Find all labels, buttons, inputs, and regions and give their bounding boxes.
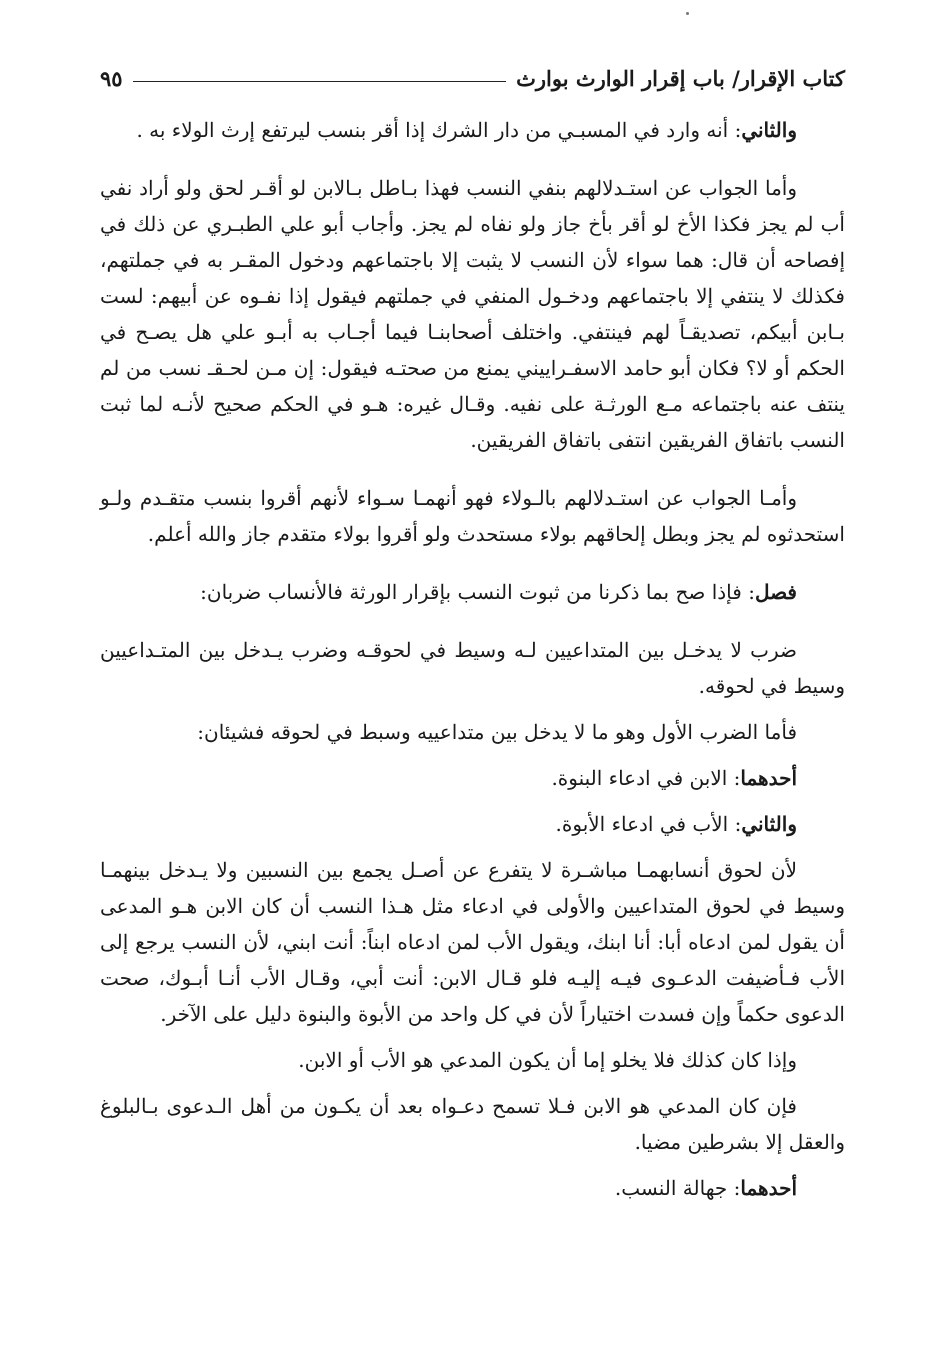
paragraph-7 — [100, 760, 845, 796]
header-rule — [133, 81, 507, 82]
paragraph-text: : أنه وارد في المسبـي من دار الشرك إذا أقر بنسب ليرتفع إرث الولاء به . — [136, 118, 742, 142]
paragraph-12 — [100, 1170, 845, 1206]
paragraph-text: فإن كان المدعي هو الابن فـلا تسمح دعـواه بعد أن يكـون من أهل الـدعوى بـالبلوغ والعقل إلا بشرطين مضيا. — [100, 1094, 845, 1154]
paragraph-6 — [100, 714, 845, 750]
paragraph-11 — [100, 1088, 845, 1160]
paragraph-8 — [100, 806, 845, 842]
running-header — [100, 58, 845, 98]
paragraph-text: لأن لحوق أنسابهمـا مباشـرة لا يتفرع عن أصـل يجمع بين النسبين ولا يـدخل بينهمـا وسيط في لحوق المتداعيين والأولى في ادعاء مثل هـذا النسب أن كان الابن هـو المدعى أن يقول لمن ادعاه أبا: أنا ابنك، ويقول الأب لمن ادعاه ابناً: أنت ابني، لأن النسب يرجع إلى الأب فـأضيفت الدعـوى فيـه إليـه فلو قـال الابن: أنت أبي، وقـال الأب أنـا أبـوك، صحت الدعوى حكماً وإن فسدت اختياراً لأن في كل واحد من الأبوة والبنوة دليل على الآخر. — [100, 858, 845, 1026]
page-body — [100, 112, 845, 1216]
paragraph-text: وأما الجواب عن استـدلالهم بنفي النسب فهذا بـاطل بـالابن لو أقـر لحق ولو أراد نفي أب لم يجز فكذا الأخ لو أقر بأخ جاز ولو نفاه لم يجز. وأجاب أبو علي الطبـري عن ذلك في إفصاحه أن قال: هما سواء لأن النسب لا يثبت إلا باجتماعهم ودخول المقـر به في جملتهم، فكذلك لا ينتفي إلا باجتماعهم ودخـول المنفي في جملتهم فيقول إذا نفـوه عن أبيهم: لست بـابن أبيكم، تصديقـاً لهم فينتفي. واختلف أصحابنـا فيما أجـاب به أبـو علي هل يصـح في الحكم أو لا؟ فكان أبو حامد الاسفـراييني يمنع من صحتـه فيقول: إن مـن لحـقـ نسب من لم ينتف عنه باجتماعه مـع الورثـة على نفيه. وقـال غيره: هـو في الحكم صحيح لأنـه لما ثبت النسب باتفاق الفريقين انتفى باتفاق الفريقين. — [100, 176, 845, 452]
paragraph-text: ضرب لا يدخـل بين المتداعيين لـه وسيط في لحوقـه وضرب يـدخل بين المتـداعيين وسيط في لحوقه. — [100, 638, 845, 698]
paragraph-lead: والثاني — [741, 118, 797, 142]
paragraph-4 — [100, 574, 845, 610]
paragraph-2 — [100, 170, 845, 458]
paragraph-3 — [100, 480, 845, 552]
paragraph-text: : جهالة النسب. — [614, 1176, 741, 1200]
paragraph-text: : الأب في ادعاء الأبوة. — [555, 812, 742, 836]
paragraph-text: : الابن في ادعاء البنوة. — [551, 766, 741, 790]
paragraph-lead: والثاني — [741, 812, 797, 836]
paragraph-9 — [100, 852, 845, 1032]
paragraph-text: وإذا كان كذلك فلا يخلو إما أن يكون المدعي هو الأب أو الابن. — [298, 1048, 797, 1072]
paragraph-5 — [100, 632, 845, 704]
paragraph-lead: أحدهما — [740, 1176, 797, 1200]
paragraph-text: : فإذا صح بما ذكرنا من ثبوت النسب بإقرار الورثة فالأنساب ضربان: — [200, 580, 755, 604]
page-number: ٩٥ — [100, 65, 123, 91]
header-title: كتاب الإقرار/ باب إقرار الوارث بوارث — [516, 65, 845, 91]
paragraph-text: فأما الضرب الأول وهو ما لا يدخل بين متداعييه وسبط في لحوقه فشيئان: — [197, 720, 797, 744]
paragraph-text: وأمـا الجواب عن استـدلالهم بالـولاء فهو أنهمـا سـواء لأنهم أقروا بنسب متقـدم ولـو استحدثوه لم يجز وبطل إلحاقهم بولاء مستحدث ولو أقروا بولاء متقدم جاز والله أعلم. — [100, 486, 845, 546]
paragraph-10 — [100, 1042, 845, 1078]
scan-speck — [686, 12, 689, 15]
paragraph-1 — [100, 112, 845, 148]
paragraph-lead: فصل — [754, 580, 797, 604]
paragraph-lead: أحدهما — [740, 766, 797, 790]
